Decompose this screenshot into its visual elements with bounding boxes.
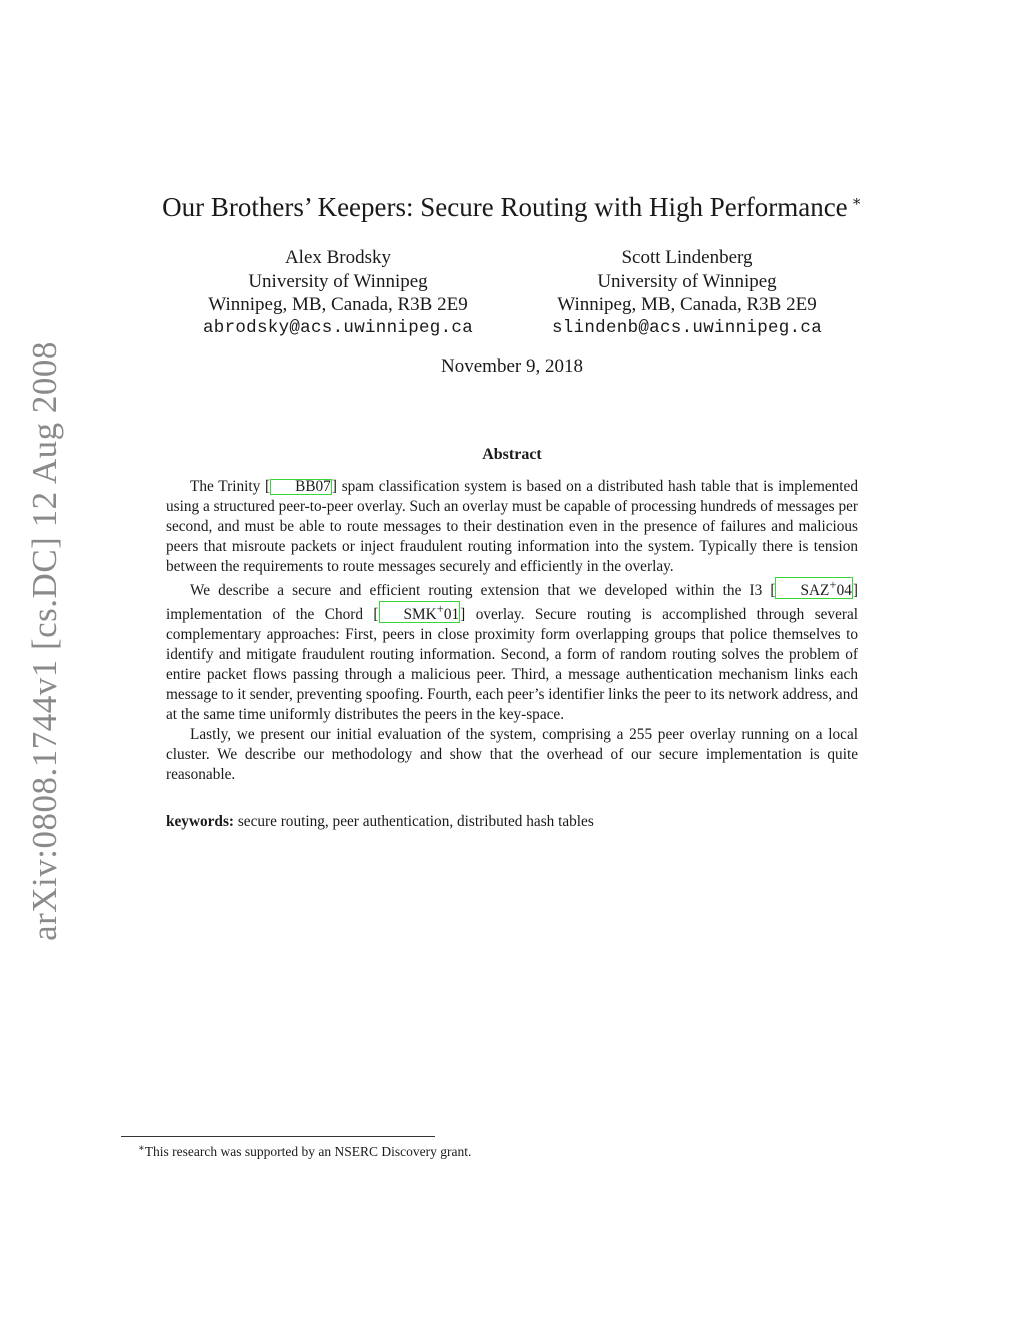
abstract-heading: Abstract xyxy=(482,446,542,463)
citation-tail: 01 xyxy=(443,606,460,624)
footnote-text: This research was supported by an NSERC Discovery grant. xyxy=(144,1144,472,1159)
arxiv-stamp xyxy=(20,341,70,941)
citation-link-bb07[interactable]: BB07 xyxy=(270,479,332,495)
footnote-mark: ∗ xyxy=(138,1143,145,1154)
author-address: Winnipeg, MB, Canada, R3B 2E9 xyxy=(208,294,468,315)
citation-main: SMK xyxy=(403,606,437,624)
paper-date: November 9, 2018 xyxy=(441,356,583,377)
author-address: Winnipeg, MB, Canada, R3B 2E9 xyxy=(557,294,817,315)
abstract-paragraph-3: Lastly, we present our initial evaluation of the system, comprising a 255 peer overlay running on a local cluster. We describe our methodology and show that the overhead of our secure implementation is quite reasonable. xyxy=(166,726,858,784)
text-run: We describe a secure and efficient routing extension that we developed within the I3 [ xyxy=(190,582,776,600)
citation-tail: 04 xyxy=(836,582,852,600)
abstract-paragraph-2 xyxy=(166,577,858,725)
author-name: Scott Lindenberg xyxy=(621,247,753,268)
text-run: ] implementation of the Chord [ xyxy=(166,582,858,624)
paper-title-text: Our Brothers’ Keepers: Secure Routing with High Performance xyxy=(162,192,848,222)
author-block-1 xyxy=(168,246,508,340)
author-email: slindenb@acs.uwinnipeg.ca xyxy=(551,317,823,338)
author-block-2 xyxy=(517,246,857,340)
citation-sup: + xyxy=(436,602,444,617)
abstract-paragraph-1 xyxy=(166,477,858,577)
keywords-text: secure routing, peer authentication, distributed hash tables xyxy=(237,813,594,830)
citation-sup: + xyxy=(829,578,837,592)
arxiv-id: arXiv:0808.1744v1 [cs.DC] 12 Aug 2008 xyxy=(25,341,65,941)
abstract-body xyxy=(166,477,858,785)
keywords-line xyxy=(166,812,858,832)
author-affiliation: University of Winnipeg xyxy=(248,270,428,292)
author-affiliation: University of Winnipeg xyxy=(597,270,777,292)
author-email: abrodsky@acs.uwinnipeg.ca xyxy=(202,317,474,338)
citation-link-saz04[interactable] xyxy=(775,577,852,599)
paper-title xyxy=(0,182,1024,227)
citation-main: SAZ xyxy=(800,582,830,600)
text-run: ] overlay. Secure routing is accomplished through several complementary approaches: First, peers in close proximity form overlapping groups that police themselves to identify and mitigate fraudulent routing information. Second, a form of random routing solves the problem of entire packet flows passing through a malicious peer. Third, a message authentication mechanism links each message to it sender, preventing spoofing. Fourth, each peer’s identifier links the peer to its network address, and at the same time uniformly distributes the peers in the key-space. xyxy=(166,606,859,724)
keywords-label: keywords: xyxy=(166,813,234,830)
footnote-divider xyxy=(121,1136,435,1137)
text-run: ] spam classification system is based on a distributed hash table that is implemented using a structured peer-to-peer overlay. Such an overlay must be capable of processing hundreds of messages per second, and must be able to route messages to their destination even in the presence of failures and malicious peers that misroute packets or inject fraudulent routing information into the system. Typically there is tension between the requirements to route messages securely and efficiently in the overlay. xyxy=(166,478,858,575)
title-footnote-mark[interactable]: ∗ xyxy=(851,194,862,210)
text-run: The Trinity [ xyxy=(190,478,271,495)
footnote xyxy=(138,1140,471,1161)
author-name: Alex Brodsky xyxy=(284,247,392,268)
citation-link-smk01[interactable] xyxy=(379,601,461,623)
